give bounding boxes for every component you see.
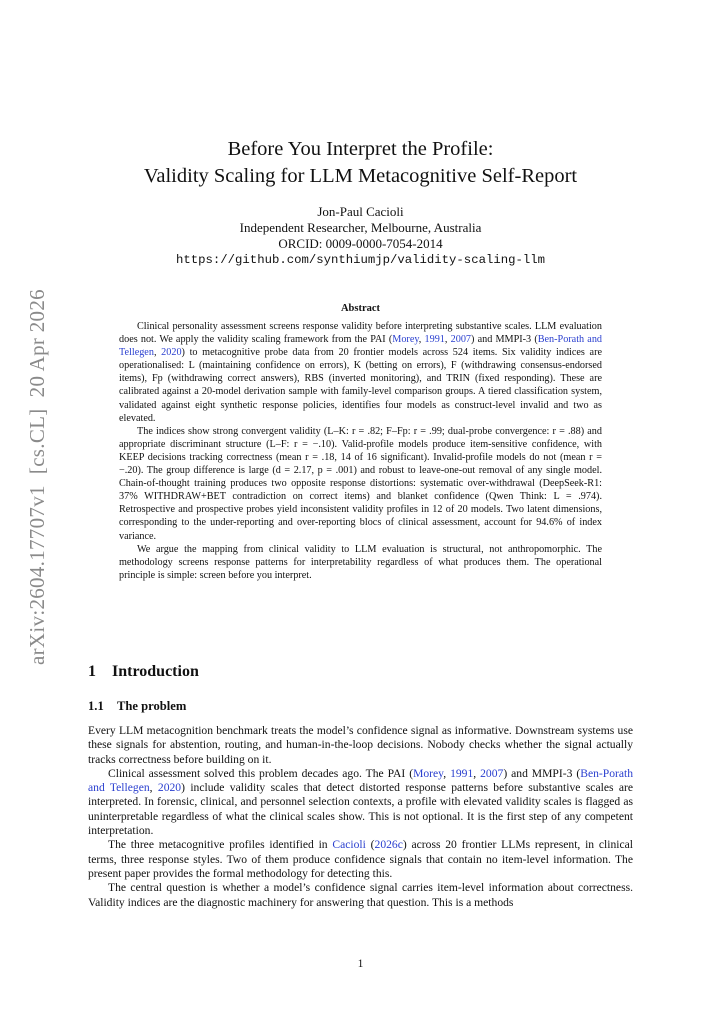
text-run: Clinical personality assessment screens response validity before interpreting substantive scales. LLM evaluation does not. We apply the validity scaling framework from the PAI (: [119, 321, 602, 346]
citation-link[interactable]: 2020: [161, 347, 182, 359]
abstract-paragraph: We argue the mapping from clinical validity to LLM evaluation is structural, not anthropomorphic. The methodology screens response patterns for interpretability regardless of what produces them. The operational principle is simple: screen before you interpret.: [119, 543, 602, 581]
citation-link[interactable]: 2020: [157, 781, 182, 795]
text-run: ,: [149, 781, 158, 795]
abstract-heading: Abstract: [340, 303, 381, 314]
text-run: ) and MMPI-3 (: [503, 766, 581, 780]
body-paragraph: [88, 838, 633, 881]
body-paragraph: The central question is whether a model’s confidence signal carries item-level information about correctness. Validity indices are the diagnostic machinery for answering that question. This is a methods: [88, 881, 633, 909]
abstract-paragraph: The indices show strong convergent validity (L–K: r = .82; F–Fp: r = .99; dual-probe convergence: r = .88) and appropriate discriminant structure (L–F: r = −.10). Valid-profile models produce item-sensitive confidence, with KEEP decisions tracking correctness (mean r = .18, 14 of 16 significant). Invalid-profile models do not (mean r = −.20). The group difference is large (d = 2.17, p = .001) and robust to leave-one-out removal of any single model. Chain-of-thought training produces two opposite response distortions: systematic over-withdrawal (DeepSeek-R1: 37% WITHDRAW+BET contradiction on correct items) and blanket confidence (Qwen Think: L = .974). Retrospective and prospective probes yield inconsistent validity profiles in 12 of 20 models. Two latent dimensions, corresponding to the under-reporting and over-reporting blocs of clinical assessment, account for 94.6% of index variance.: [119, 425, 602, 542]
subsection-number: 1.1: [88, 699, 104, 713]
text-run: The three metacognitive profiles identified in: [108, 838, 333, 852]
arxiv-identifier: arXiv:2604.17707v1 [cs.CL] 20 Apr 2026: [25, 289, 49, 665]
text-run: ,: [443, 766, 451, 780]
author-orcid: ORCID: 0009-0000-7054-2014: [278, 236, 443, 251]
citation-link[interactable]: 2007: [480, 766, 504, 780]
page-number: 1: [357, 958, 364, 970]
citation-link[interactable]: Ben-Porath and Tellegen: [119, 334, 603, 359]
repository-link[interactable]: https://github.com/synthiumjp/validity-scaling-llm: [176, 253, 545, 267]
citation-link[interactable]: Cacioli: [332, 838, 366, 852]
author-affiliation: Independent Researcher, Melbourne, Australia: [239, 220, 482, 235]
abstract-body: [119, 320, 602, 582]
abstract-paragraph: [119, 320, 602, 425]
section-heading: [88, 663, 199, 681]
citation-link[interactable]: 2026c: [374, 838, 403, 852]
paper-title: [0, 136, 721, 190]
text-run: ) include validity scales that detect distorted response patterns before substantive scales are interpreted. In forensic, clinical, and personnel selection contexts, a profile with elevated validity scales is flagged as uninterpretable regardless of what the clinical scales show. This is not optional. It is the first step of any competent interpretation.: [88, 781, 633, 838]
text-run: Clinical assessment solved this problem decades ago. The PAI (: [108, 766, 414, 780]
title-line-1: Before You Interpret the Profile:: [227, 138, 494, 160]
text-run: ) to metacognitive probe data from 20 frontier models across 524 items. Six validity indices are operationalised: L (maintaining confidence on errors), K (betting on errors), F (withdrawing consensus-endorsed items), Fp (withdrawing correct answers), RBS (inverted monitoring), and TRIN (fixed responding). These are calibrated against a 20-model derivation sample with family-level comparison groups. A tiered classification system, validated against eight synthetic response policies, identifies four models as construct-level invalid and two as elevated.: [119, 347, 602, 424]
text-run: (: [365, 838, 375, 852]
citation-link[interactable]: Morey: [392, 334, 419, 346]
text-run: ,: [418, 334, 425, 346]
text-run: ) and MMPI-3 (: [471, 334, 538, 346]
text-run: ,: [473, 766, 481, 780]
text-run: ,: [444, 334, 451, 346]
citation-link[interactable]: Morey: [413, 766, 444, 780]
text-run: ,: [153, 347, 162, 359]
body-text: [88, 724, 633, 910]
subsection-heading: [88, 699, 186, 714]
title-line-2: Validity Scaling for LLM Metacognitive Self-Report: [143, 165, 578, 187]
subsection-title: The problem: [117, 699, 187, 713]
body-paragraph: Every LLM metacognition benchmark treats the model’s confidence signal as informative. Downstream systems use these signals for abstention, routing, and human-in-the-loop decisions. Nobody checks whether the signal actually tracks correctness before building on it.: [88, 724, 633, 766]
author-block: [0, 204, 721, 268]
citation-link[interactable]: Ben-Porath and Tellegen: [88, 766, 634, 795]
citation-link[interactable]: 2007: [450, 334, 471, 346]
author-name: Jon-Paul Cacioli: [317, 204, 404, 219]
citation-link[interactable]: 1991: [424, 334, 445, 346]
section-number: 1: [88, 663, 96, 680]
citation-link[interactable]: 1991: [450, 766, 474, 780]
body-paragraph: [88, 767, 633, 838]
text-run: ) across 20 frontier LLMs represent, in clinical terms, three response styles. Two of them produce confidence signals that contain no item-level information. The present paper provides the formal methodology for detecting this.: [88, 838, 633, 880]
section-title: Introduction: [112, 663, 199, 680]
